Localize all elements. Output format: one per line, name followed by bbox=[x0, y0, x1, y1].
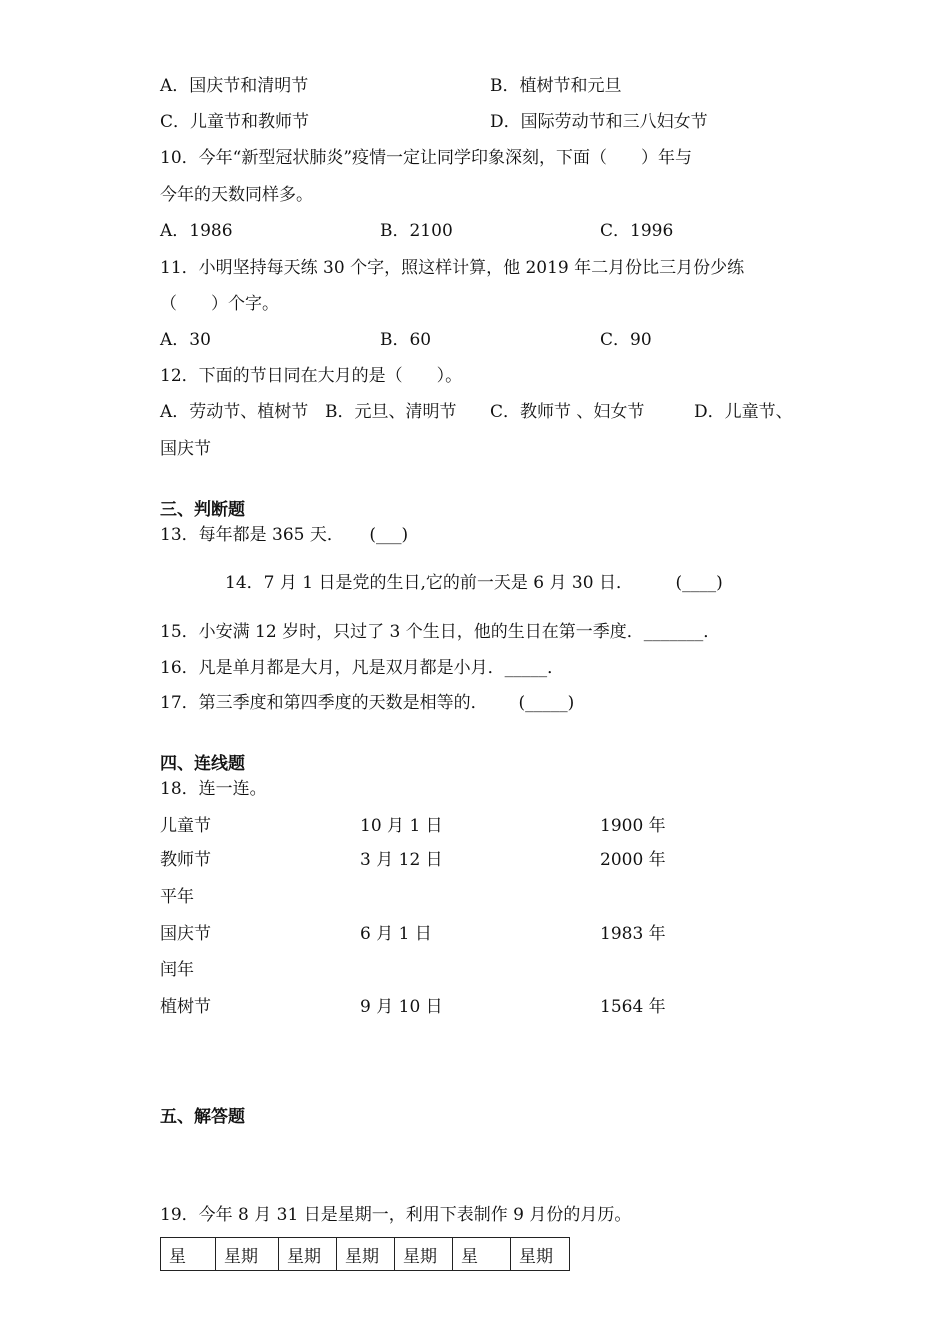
q11-text-cont: （ ）个字。 bbox=[160, 294, 279, 314]
q12-option-c: C．教师节 、妇女节 bbox=[490, 402, 645, 422]
match-middle-item: 9 月 10 日 bbox=[360, 997, 443, 1017]
match-middle-item: 10 月 1 日 bbox=[360, 816, 443, 836]
calendar-header-cell: 星 bbox=[453, 1238, 511, 1271]
q11-text: 11．小明坚持每天练 30 个字，照这样计算，他 2019 年二月份比三月份少练 bbox=[160, 258, 745, 278]
q12-option-d-cont: 国庆节 bbox=[160, 439, 211, 459]
match-right-item: 1564 年 bbox=[600, 997, 666, 1017]
match-label-run: 闰年 bbox=[160, 960, 194, 980]
q9-option-a: A．国庆节和清明节 bbox=[160, 76, 309, 96]
q18-text: 18．连一连。 bbox=[160, 779, 267, 799]
section-4-title: 四、连线题 bbox=[160, 754, 245, 774]
match-right-item: 1983 年 bbox=[600, 924, 666, 944]
q17-text: 17．第三季度和第四季度的天数是相等的． (_____) bbox=[160, 693, 575, 713]
calendar-header-cell: 星 bbox=[161, 1238, 216, 1271]
q10-text: 10．今年“新型冠状肺炎”疫情一定让同学印象深刻，下面（ ）年与 bbox=[160, 148, 693, 168]
q11-option-c: C．90 bbox=[600, 330, 652, 350]
calendar-header-cell: 星期 bbox=[511, 1238, 570, 1271]
q9-option-b: B．植树节和元旦 bbox=[490, 76, 622, 96]
q10-text-cont: 今年的天数同样多。 bbox=[160, 185, 313, 205]
q13-text: 13．每年都是 365 天． (___) bbox=[160, 525, 409, 545]
section-5-title: 五、解答题 bbox=[160, 1107, 245, 1127]
calendar-header-cell: 星期 bbox=[279, 1238, 337, 1271]
match-right-item: 1900 年 bbox=[600, 816, 666, 836]
q12-option-a: A．劳动节、植树节 bbox=[160, 402, 309, 422]
q15-text: 15．小安满 12 岁时，只过了 3 个生日，他的生日在第一季度．_______． bbox=[160, 622, 721, 642]
match-middle-item: 3 月 12 日 bbox=[360, 850, 443, 870]
match-middle-item: 6 月 1 日 bbox=[360, 924, 432, 944]
calendar-header-cell: 星期 bbox=[337, 1238, 395, 1271]
q10-option-a: A．1986 bbox=[160, 221, 233, 241]
q9-option-c: C．儿童节和教师节 bbox=[160, 112, 310, 132]
q12-option-b: B．元旦、清明节 bbox=[325, 402, 457, 422]
q12-option-d: D．儿童节、 bbox=[694, 402, 793, 422]
q16-text: 16．凡是单月都是大月，凡是双月都是小月．_____． bbox=[160, 658, 565, 678]
match-left-item: 国庆节 bbox=[160, 924, 211, 944]
match-left-item: 教师节 bbox=[160, 850, 211, 870]
q14-text: 14．7 月 1 日是党的生日,它的前一天是 6 月 30 日． (____) bbox=[225, 573, 723, 593]
q11-option-b: B．60 bbox=[380, 330, 432, 350]
q9-option-d: D．国际劳动节和三八妇女节 bbox=[490, 112, 708, 132]
match-left-item: 植树节 bbox=[160, 997, 211, 1017]
match-left-item: 儿童节 bbox=[160, 816, 211, 836]
calendar-table bbox=[160, 1237, 570, 1271]
match-label-ping: 平年 bbox=[160, 887, 194, 907]
calendar-header-cell: 星期 bbox=[395, 1238, 453, 1271]
section-3-title: 三、判断题 bbox=[160, 500, 245, 520]
match-right-item: 2000 年 bbox=[600, 850, 666, 870]
calendar-header-row bbox=[161, 1238, 570, 1271]
q10-option-c: C．1996 bbox=[600, 221, 674, 241]
q10-option-b: B．2100 bbox=[380, 221, 453, 241]
q19-text: 19．今年 8 月 31 日是星期一，利用下表制作 9 月份的月历。 bbox=[160, 1205, 632, 1225]
calendar-header-cell: 星期 bbox=[216, 1238, 279, 1271]
q11-option-a: A．30 bbox=[160, 330, 211, 350]
q12-text: 12．下面的节日同在大月的是（ ）。 bbox=[160, 366, 463, 386]
